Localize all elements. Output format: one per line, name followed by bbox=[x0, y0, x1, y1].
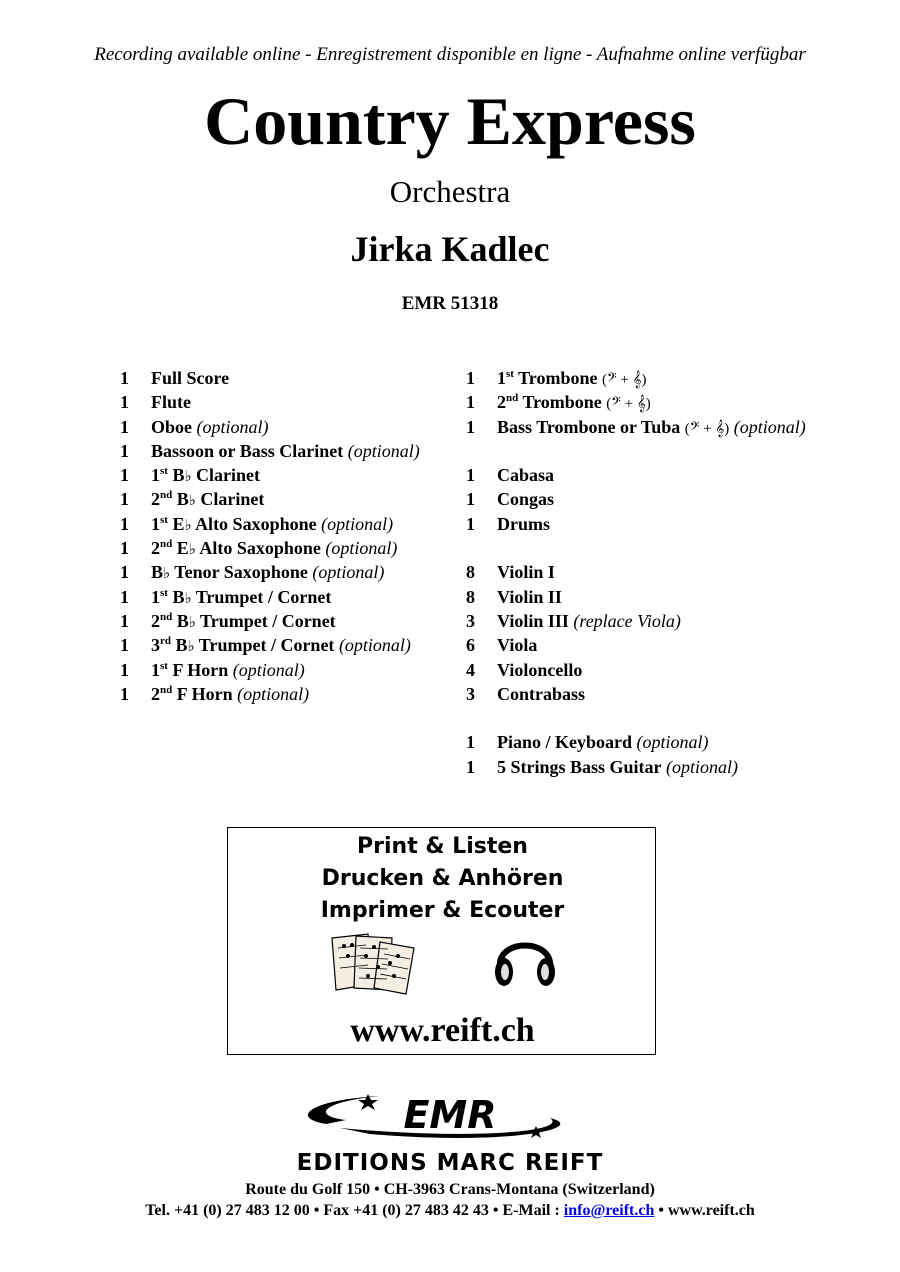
part-quantity: 1 bbox=[466, 392, 475, 413]
part-ordinal: 2 bbox=[497, 392, 506, 413]
parts-list-right bbox=[466, 366, 866, 779]
part-name bbox=[497, 757, 662, 777]
part-name bbox=[151, 392, 191, 412]
part-instrument: Oboe bbox=[151, 416, 193, 437]
part-instrument: Tenor Saxophone bbox=[174, 562, 308, 583]
contact-website: • www.reift.ch bbox=[654, 1202, 755, 1219]
part-row bbox=[120, 658, 460, 682]
part-row bbox=[466, 682, 866, 706]
part-ordinal: 1 bbox=[151, 465, 160, 486]
part-optional-note: (optional) bbox=[338, 635, 411, 656]
part-name bbox=[151, 684, 233, 704]
part-key: B bbox=[176, 489, 189, 510]
part-quantity: 1 bbox=[120, 513, 129, 534]
part-quantity: 1 bbox=[120, 368, 129, 388]
part-quantity: 1 bbox=[120, 683, 129, 704]
part-ordinal-suffix: st bbox=[160, 659, 168, 672]
part-instrument: Alto Saxophone bbox=[195, 513, 317, 534]
part-instrument: Cabasa bbox=[497, 465, 555, 486]
part-name bbox=[151, 368, 229, 388]
part-ordinal: 1 bbox=[151, 513, 160, 534]
part-row bbox=[466, 415, 866, 439]
flat-icon: ♭ bbox=[188, 614, 196, 631]
part-row bbox=[120, 463, 460, 487]
part-ordinal: 2 bbox=[151, 538, 160, 559]
part-row bbox=[120, 512, 460, 536]
list-spacer bbox=[466, 706, 866, 730]
part-quantity: 1 bbox=[120, 610, 129, 631]
part-name bbox=[497, 417, 680, 437]
part-name bbox=[497, 635, 537, 655]
part-quantity: 1 bbox=[120, 489, 129, 510]
part-quantity: 6 bbox=[466, 635, 475, 656]
flat-icon: ♭ bbox=[188, 493, 196, 510]
part-ordinal-suffix: nd bbox=[506, 392, 519, 405]
part-ordinal: 3 bbox=[151, 635, 160, 656]
part-name bbox=[497, 562, 555, 582]
part-row bbox=[466, 633, 866, 657]
list-spacer bbox=[466, 536, 866, 560]
part-optional-note: (optional) bbox=[325, 538, 398, 559]
part-instrument: Viola bbox=[497, 635, 538, 656]
flat-icon: ♭ bbox=[184, 590, 192, 607]
part-optional-note: (optional) bbox=[232, 659, 305, 680]
part-name bbox=[151, 417, 192, 437]
part-quantity: 8 bbox=[466, 562, 475, 583]
part-instrument: Drums bbox=[497, 513, 550, 534]
part-row bbox=[466, 390, 866, 414]
part-optional-note: (optional) bbox=[666, 756, 739, 777]
clef-icon: (𝄢 + 𝄞) bbox=[601, 372, 647, 388]
page-subtitle: Orchestra bbox=[389, 174, 511, 209]
part-optional-note: (optional) bbox=[733, 416, 806, 437]
part-instrument: Trumpet / Cornet bbox=[195, 586, 332, 607]
catalog-number: EMR 51318 bbox=[401, 293, 499, 314]
part-name bbox=[151, 538, 321, 558]
email-link[interactable]: info@reift.ch bbox=[563, 1202, 655, 1219]
part-row bbox=[466, 366, 866, 390]
part-ordinal: 2 bbox=[151, 610, 160, 631]
part-ordinal: 1 bbox=[151, 586, 160, 607]
part-row bbox=[120, 366, 460, 390]
part-quantity: 1 bbox=[120, 538, 129, 559]
part-instrument: Violin III bbox=[497, 610, 569, 631]
part-key: E bbox=[176, 538, 189, 559]
promo-line-drucken: Drucken & Anhören bbox=[321, 866, 564, 891]
part-instrument: F Horn bbox=[176, 683, 233, 704]
part-instrument: Violoncello bbox=[497, 659, 583, 680]
part-instrument: Trumpet / Cornet bbox=[200, 610, 336, 631]
part-key: B bbox=[172, 465, 185, 486]
part-ordinal-suffix: nd bbox=[160, 683, 173, 696]
part-quantity: 1 bbox=[120, 392, 129, 413]
part-row bbox=[466, 609, 866, 633]
part-name bbox=[497, 368, 597, 388]
part-optional-note: (optional) bbox=[312, 562, 385, 583]
part-instrument: Congas bbox=[497, 489, 555, 510]
part-instrument: Flute bbox=[151, 392, 191, 413]
recording-note: Recording available online - Enregistrement disponible en ligne - Aufnahme online verfügbar bbox=[94, 44, 806, 65]
parts-list-left bbox=[120, 366, 460, 706]
part-optional-note: (optional) bbox=[237, 683, 310, 704]
part-instrument: Violin II bbox=[497, 586, 562, 607]
part-quantity: 1 bbox=[120, 440, 129, 461]
part-name bbox=[151, 660, 228, 680]
publisher-contact bbox=[0, 1202, 900, 1220]
part-name bbox=[151, 587, 331, 607]
part-row bbox=[466, 585, 866, 609]
print-listen-box bbox=[227, 827, 656, 1055]
part-key: B bbox=[175, 635, 188, 656]
part-quantity: 1 bbox=[466, 416, 475, 437]
part-quantity: 1 bbox=[466, 756, 475, 777]
part-ordinal-suffix: rd bbox=[160, 635, 171, 648]
promo-url[interactable]: www.reift.ch bbox=[350, 1012, 535, 1049]
part-name bbox=[151, 562, 308, 582]
part-quantity: 1 bbox=[466, 489, 475, 510]
part-row bbox=[120, 560, 460, 584]
part-ordinal: 1 bbox=[151, 659, 160, 680]
part-instrument: Bassoon or Bass Clarinet bbox=[151, 440, 344, 461]
page-title: Country Express bbox=[204, 83, 696, 159]
part-instrument: F Horn bbox=[172, 659, 229, 680]
part-ordinal: 1 bbox=[497, 368, 506, 388]
part-quantity: 1 bbox=[120, 562, 129, 583]
part-row bbox=[466, 658, 866, 682]
part-row bbox=[120, 536, 460, 560]
logo-text: EMR bbox=[403, 1093, 497, 1137]
clef-icon: (𝄢 + 𝄞) bbox=[684, 420, 730, 437]
part-instrument: Contrabass bbox=[497, 683, 586, 704]
part-name bbox=[497, 684, 585, 704]
flat-icon: ♭ bbox=[187, 639, 195, 656]
part-instrument: Alto Saxophone bbox=[199, 538, 321, 559]
part-name bbox=[497, 489, 554, 509]
part-ordinal-suffix: st bbox=[160, 586, 168, 599]
sheet-music-icon bbox=[328, 932, 420, 996]
part-key: E bbox=[172, 513, 185, 534]
part-instrument: Clarinet bbox=[196, 465, 261, 486]
part-quantity: 1 bbox=[120, 635, 129, 656]
part-name bbox=[497, 514, 550, 534]
part-quantity: 3 bbox=[466, 683, 475, 704]
part-ordinal-suffix: nd bbox=[160, 538, 173, 551]
part-row bbox=[120, 390, 460, 414]
part-optional-note: (optional) bbox=[636, 732, 709, 753]
composer-name: Jirka Kadlec bbox=[350, 229, 550, 269]
part-name bbox=[151, 514, 317, 534]
part-row bbox=[120, 633, 460, 657]
part-name bbox=[151, 441, 343, 461]
part-quantity: 1 bbox=[120, 416, 129, 437]
part-key: B bbox=[151, 562, 164, 583]
part-name bbox=[497, 732, 632, 752]
publisher-name: EDITIONS MARC REIFT bbox=[296, 1150, 604, 1176]
headphones-icon bbox=[490, 928, 560, 990]
part-ordinal-suffix: nd bbox=[160, 489, 173, 502]
part-optional-note: (optional) bbox=[347, 440, 420, 461]
part-instrument: Violin I bbox=[497, 562, 555, 583]
part-row bbox=[466, 463, 866, 487]
part-ordinal: 2 bbox=[151, 489, 160, 510]
flat-icon: ♭ bbox=[184, 469, 192, 486]
part-name bbox=[497, 465, 554, 485]
part-ordinal-suffix: st bbox=[160, 465, 168, 478]
part-row bbox=[466, 730, 866, 754]
part-instrument: Clarinet bbox=[200, 489, 265, 510]
part-name bbox=[151, 465, 260, 485]
part-quantity: 4 bbox=[466, 659, 475, 680]
flat-icon: ♭ bbox=[184, 517, 192, 534]
part-name bbox=[497, 611, 569, 631]
part-name bbox=[151, 611, 336, 631]
part-row bbox=[120, 439, 460, 463]
list-spacer bbox=[466, 439, 866, 463]
part-ordinal-suffix: nd bbox=[160, 610, 173, 623]
part-quantity: 1 bbox=[466, 732, 475, 753]
part-row bbox=[120, 415, 460, 439]
part-optional-note: (replace Viola) bbox=[573, 610, 681, 631]
part-quantity: 3 bbox=[466, 610, 475, 631]
part-name bbox=[497, 587, 562, 607]
part-ordinal-suffix: st bbox=[160, 513, 168, 526]
part-quantity: 1 bbox=[466, 465, 475, 486]
part-quantity: 1 bbox=[120, 465, 129, 486]
part-name bbox=[151, 635, 334, 655]
part-key: B bbox=[172, 586, 185, 607]
part-ordinal: 2 bbox=[151, 683, 160, 704]
part-key: B bbox=[176, 610, 189, 631]
part-instrument: Full Score bbox=[151, 368, 230, 388]
clef-icon: (𝄢 + 𝄞) bbox=[606, 396, 651, 413]
part-quantity: 1 bbox=[466, 368, 475, 388]
part-instrument: Piano / Keyboard bbox=[497, 732, 633, 753]
promo-line-imprimer: Imprimer & Ecouter bbox=[320, 898, 565, 923]
part-name bbox=[151, 489, 264, 509]
part-instrument: Trombone bbox=[522, 392, 602, 413]
part-row bbox=[466, 755, 866, 779]
contact-phone-fax: Tel. +41 (0) 27 483 12 00 • Fax +41 (0) 27 483 42 43 • E-Mail : bbox=[145, 1202, 564, 1219]
part-quantity: 8 bbox=[466, 586, 475, 607]
part-optional-note: (optional) bbox=[196, 416, 269, 437]
part-row bbox=[120, 609, 460, 633]
part-quantity: 1 bbox=[466, 513, 475, 534]
part-instrument: Trombone bbox=[518, 368, 598, 388]
part-instrument: Trumpet / Cornet bbox=[198, 635, 335, 656]
publisher-address: Route du Golf 150 • CH-3963 Crans-Montana (Switzerland) bbox=[245, 1181, 655, 1198]
part-row bbox=[466, 487, 866, 511]
part-optional-note: (optional) bbox=[321, 513, 394, 534]
part-name bbox=[497, 392, 602, 412]
part-instrument: Bass Trombone or Tuba bbox=[497, 416, 681, 437]
part-row bbox=[466, 560, 866, 584]
flat-icon: ♭ bbox=[188, 542, 196, 559]
part-row bbox=[120, 487, 460, 511]
part-quantity: 1 bbox=[120, 586, 129, 607]
part-name bbox=[497, 660, 582, 680]
part-row bbox=[120, 585, 460, 609]
part-ordinal-suffix: st bbox=[506, 368, 514, 380]
part-quantity: 1 bbox=[120, 659, 129, 680]
emr-logo bbox=[250, 1088, 650, 1150]
part-instrument: 5 Strings Bass Guitar bbox=[497, 756, 662, 777]
flat-icon: ♭ bbox=[163, 566, 171, 583]
part-row bbox=[466, 512, 866, 536]
promo-line-print-listen: Print & Listen bbox=[357, 834, 528, 859]
part-row bbox=[120, 682, 460, 706]
